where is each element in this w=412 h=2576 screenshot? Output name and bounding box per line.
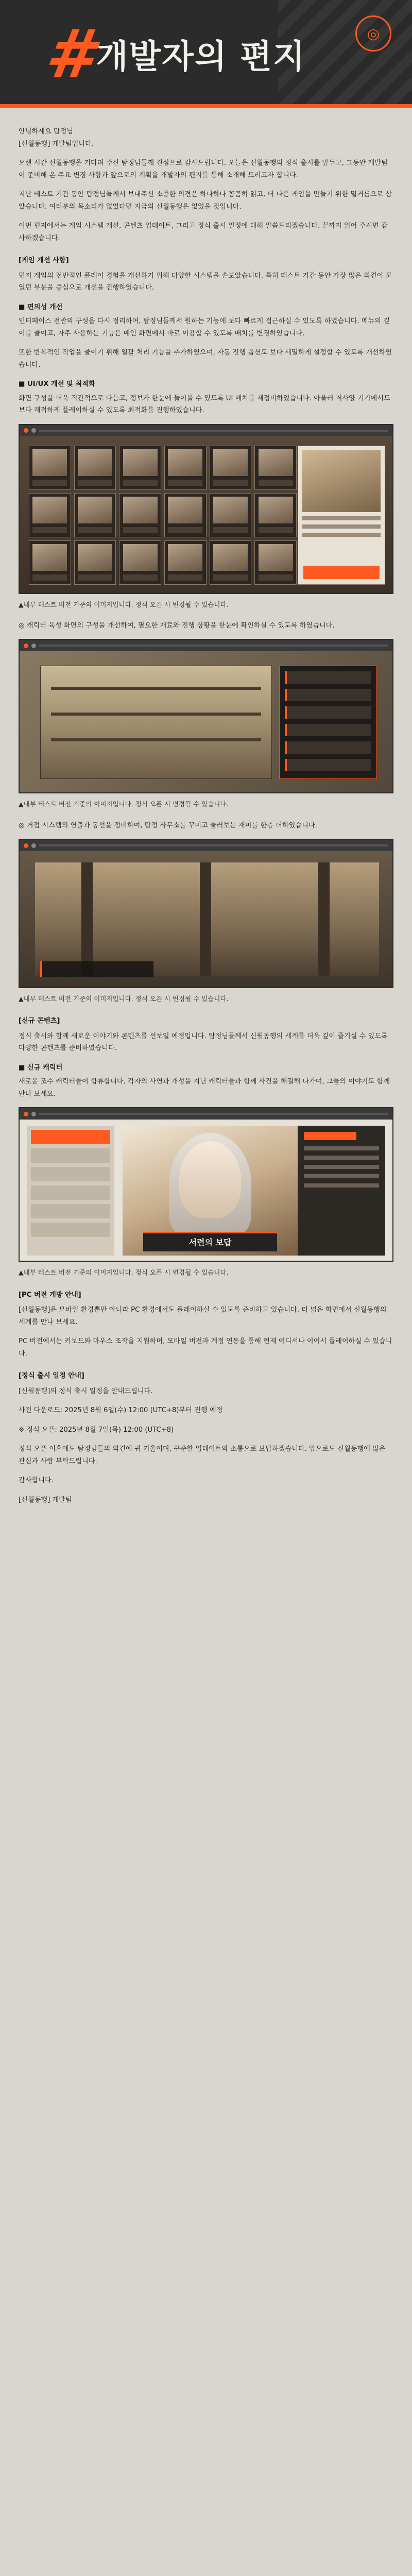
section-title-schedule: [정식 출시 일정 안내] <box>19 1372 84 1380</box>
schedule-predownload: 사전 다운로드: 2025년 8월 6일(수) 12:00 (UTC+8)부터 진행 예정 <box>19 1406 223 1414</box>
scene-hud <box>40 961 153 977</box>
new-character-paragraph-1: 새로운 조수 캐릭터들이 합류합니다. 각자의 사연과 개성을 지닌 캐릭터들과 함께 사건을 해결해 나가며, 그들의 이야기도 함께 만나 보세요. <box>19 1078 390 1098</box>
new-content-paragraph-1: 정식 출시와 함께 새로운 이야기와 콘텐츠를 선보일 예정입니다. 탐정님들께서 신월동행의 세계를 더욱 깊이 즐기실 수 있도록 다양한 콘텐츠를 준비하였습니다. <box>19 1032 388 1053</box>
growth-panel <box>279 666 377 779</box>
convenience-paragraph-1: 인터페이스 전반의 구성을 다시 정리하여, 탐정님들께서 원하는 기능에 보다 빠르게 접근하실 수 있도록 하였습니다. 메뉴의 깊이를 줄이고, 자주 사용하는 기능은 메인 화면에서 바로 이용할 수 있도록 배치를 변경하였습니다. <box>19 317 390 337</box>
character-card <box>119 446 161 490</box>
improvements-paragraph-1: 먼저 게임의 전반적인 플레이 경험을 개선하기 위해 다양한 시스템을 손보았습니다. 특히 테스트 기간 동안 가장 많은 의견이 모였던 부분을 중심으로 개선을 진행하였습니다. <box>19 272 392 292</box>
character-card <box>119 540 161 585</box>
detail-panel <box>298 446 385 585</box>
screenshot-character <box>19 1107 393 1262</box>
hash-mark: # <box>41 15 99 93</box>
character-card <box>254 540 297 585</box>
pc-paragraph-2: PC 버전에서는 키보드와 마우스 조작을 지원하며, 모바일 버전과 계정 연동을 통해 언제 어디서나 이어서 플레이하실 수 있습니다. <box>19 1337 392 1358</box>
intro-paragraph-1: 오랜 시간 신월동행을 기다려 주신 탐정님들께 진심으로 감사드립니다. 오늘은 신월동행의 정식 출시를 앞두고, 그동안 개발팀이 준비해 온 주요 변경 사항과 앞으로의 계획을 개발자의 편지를 통해 소개해 드리고자 합니다. <box>19 159 388 179</box>
screenshot-collection <box>19 424 393 594</box>
character-card <box>164 493 207 537</box>
character-card <box>74 540 116 585</box>
character-card <box>210 493 252 537</box>
intro-paragraph-2: 지난 테스트 기간 동안 탐정님들께서 보내주신 소중한 의견은 하나하나 꼼꼼히 읽고, 더 나은 게임을 만들기 위한 밑거름으로 삼았습니다. 여러분의 목소리가 없었다면 지금의 신월동행은 없었을 것입니다. <box>19 191 392 211</box>
schedule-launch: ※ 정식 오픈: 2025년 8월 7일(목) 12:00 (UTC+8) <box>19 1426 174 1434</box>
page-title: 개발자의 편지 <box>96 38 306 76</box>
character-card <box>254 493 297 537</box>
header-banner <box>0 0 412 108</box>
character-card <box>164 446 207 490</box>
detail-action-button <box>303 566 380 579</box>
screenshot-topbar <box>20 640 392 651</box>
character-card <box>74 493 116 537</box>
section-title-new-content: [신규 콘텐츠] <box>19 1017 60 1025</box>
character-card <box>210 446 252 490</box>
signature: [신월동행] 개발팀 <box>19 1496 72 1504</box>
detail-portrait <box>302 450 381 512</box>
scene-room <box>40 666 272 779</box>
screenshot-office <box>19 839 393 988</box>
uiux-paragraph-1: 화면 구성을 더욱 직관적으로 다듬고, 정보가 한눈에 들어올 수 있도록 UI 배치를 재정비하였습니다. 아울러 저사양 기기에서도 보다 쾌적하게 플레이하실 수 있도록 최적화를 진행하였습니다. <box>19 394 390 414</box>
card-grid <box>29 446 297 585</box>
screenshot-topbar <box>20 840 392 851</box>
story-title-label: 서련의 보답 <box>143 1232 277 1251</box>
convenience-paragraph-2: 또한 반복적인 작업을 줄이기 위해 일괄 처리 기능을 추가하였으며, 자동 진행 옵션도 보다 세밀하게 설정할 수 있도록 개선하였습니다. <box>19 349 392 369</box>
screenshot-topbar <box>20 425 392 436</box>
letter-body <box>0 108 412 1523</box>
subtitle-new-character: ■ 신규 캐릭터 <box>19 1063 63 1072</box>
character-card <box>254 446 297 490</box>
screenshot-topbar <box>20 1108 392 1120</box>
character-card <box>74 446 116 490</box>
caption-3: ▲내부 테스트 버전 기준의 이미지입니다. 정식 오픈 시 변경될 수 있습니다. <box>19 995 229 1003</box>
story-list <box>27 1126 114 1256</box>
character-card <box>29 540 71 585</box>
schedule-paragraph-2: 정식 오픈 이후에도 탐정님들의 의견에 귀 기울이며, 꾸준한 업데이트와 소통으로 보답하겠습니다. 앞으로도 신월동행에 많은 관심과 사랑 부탁드립니다. <box>19 1445 386 1465</box>
character-card <box>29 446 71 490</box>
subtitle-uiux: ■ UI/UX 개선 및 최적화 <box>19 380 95 388</box>
character-card <box>164 540 207 585</box>
uiux-paragraph-3: ◎ 거점 시스템의 연출과 동선을 정비하여, 탐정 사무소를 꾸미고 둘러보는 재미를 한층 더하였습니다. <box>19 821 317 829</box>
scene-hall <box>35 862 379 976</box>
pc-paragraph-1: [신월동행]은 모바일 환경뿐만 아니라 PC 환경에서도 플레이하실 수 있도록 준비하고 있습니다. 더 넓은 화면에서 신월동행의 세계를 만나 보세요. <box>19 1306 387 1326</box>
subtitle-convenience: ■ 편의성 개선 <box>19 303 63 311</box>
intro-paragraph-3: 이번 편지에서는 게임 시스템 개선, 콘텐츠 업데이트, 그리고 정식 출시 일정에 대해 말씀드리겠습니다. 끝까지 읽어 주시면 감사하겠습니다. <box>19 222 388 242</box>
character-card <box>29 493 71 537</box>
schedule-paragraph-1: [신월동행]의 정식 출시 일정을 안내드립니다. <box>19 1387 153 1395</box>
header-accent-bar <box>0 104 412 108</box>
caption-1: ▲내부 테스트 버전 기준의 이미지입니다. 정식 오픈 시 변경될 수 있습니다. <box>19 600 229 608</box>
section-title-pc: [PC 버전 개방 안내] <box>19 1291 81 1299</box>
caption-4: ▲내부 테스트 버전 기준의 이미지입니다. 정식 오픈 시 변경될 수 있습니다. <box>19 1268 229 1277</box>
header-title-group <box>41 15 306 93</box>
closing: 감사합니다. <box>19 1477 54 1484</box>
greeting: 안녕하세요 탐정님 [신월동행] 개발팀입니다. <box>19 128 94 148</box>
header-badge-icon: ◎ <box>355 15 391 52</box>
section-title-improvements: [게임 개선 사항] <box>19 257 69 264</box>
uiux-paragraph-2: ◎ 캐릭터 육성 화면의 구성을 개선하여, 필요한 재료와 진행 상황을 한눈에 확인하실 수 있도록 하였습니다. <box>19 621 335 630</box>
screenshot-growth <box>19 639 393 793</box>
character-info-panel <box>298 1126 385 1256</box>
character-card <box>119 493 161 537</box>
character-card <box>210 540 252 585</box>
caption-2: ▲내부 테스트 버전 기준의 이미지입니다. 정식 오픈 시 변경될 수 있습니다. <box>19 800 229 808</box>
